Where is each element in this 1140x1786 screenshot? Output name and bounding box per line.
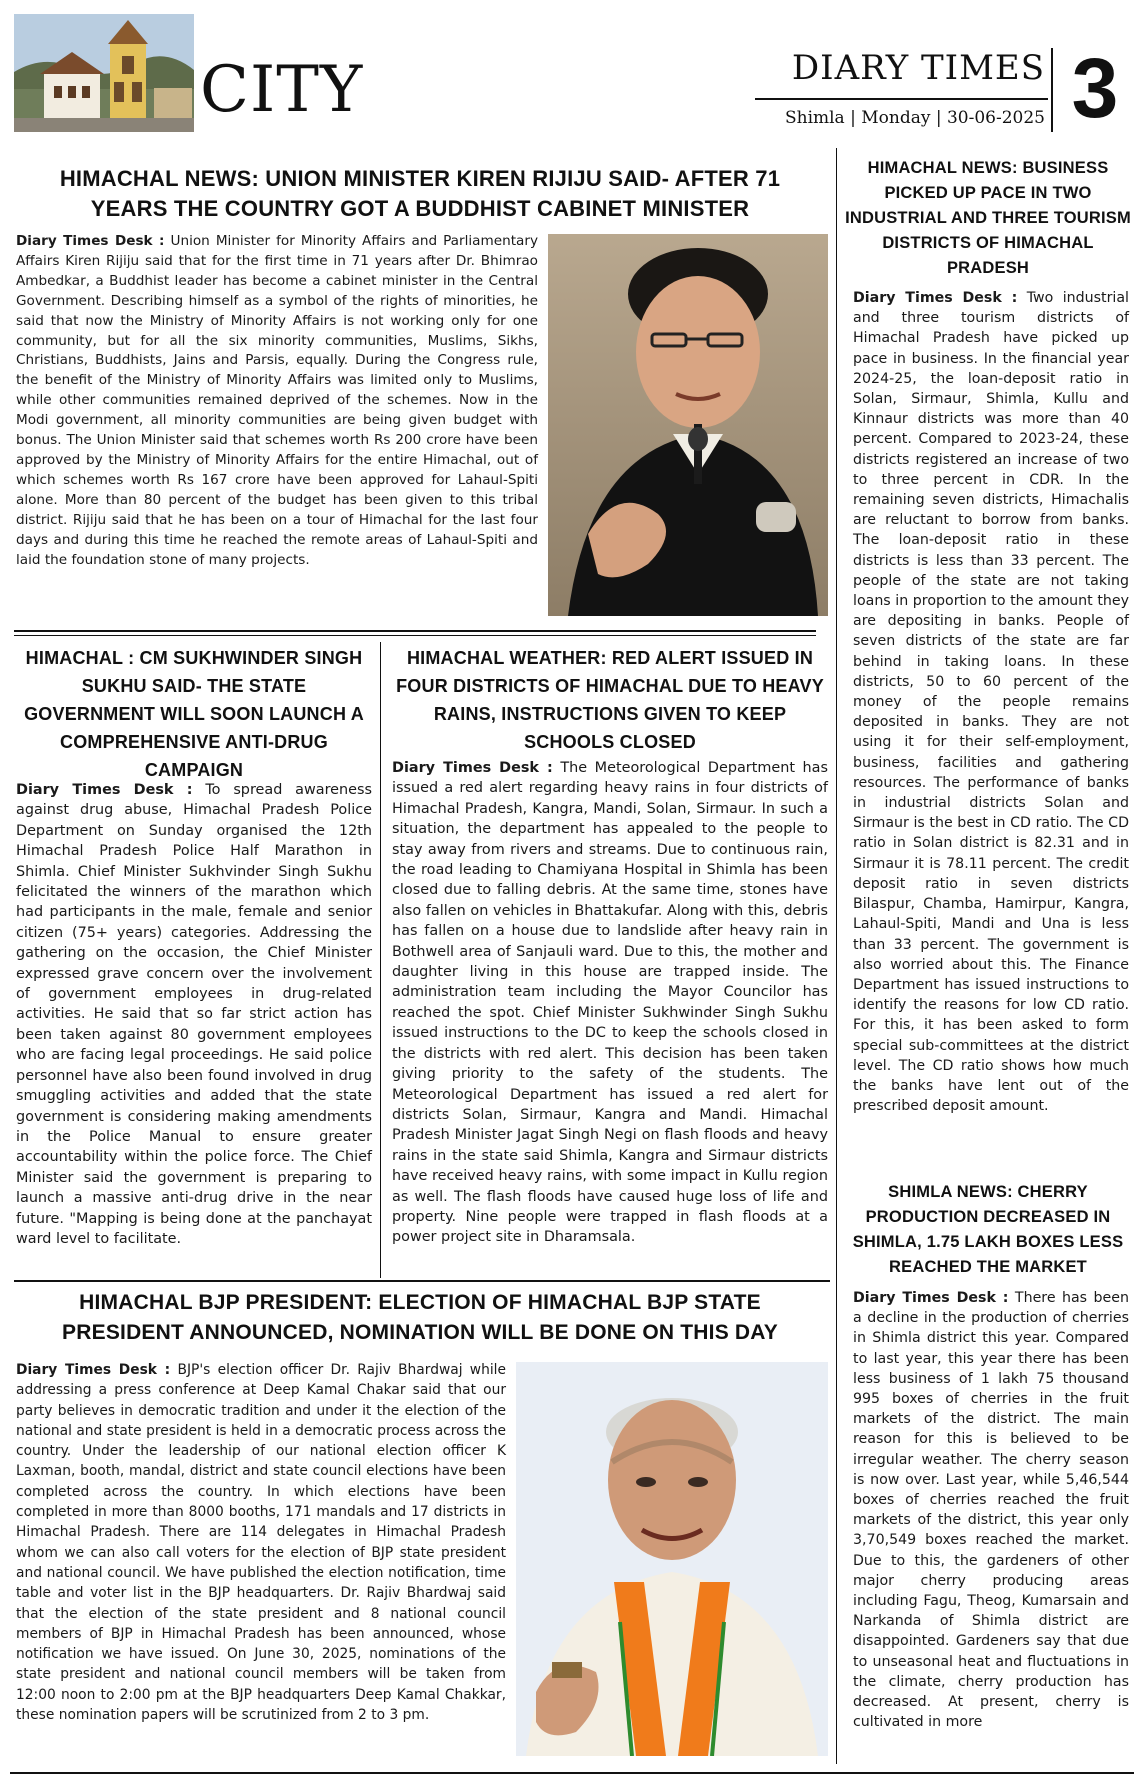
section-title: CITY (200, 53, 364, 127)
business-text: Two industrial and three tourism districts of Himachal Pradesh have picked up pace in business. In the financial year 2024-25, the loan-deposit ratio in Solan, Sirmaur, Shimla, Kullu and Kinnaur districts was more than 40 percent. Compared to 2023-24, these districts registered an increase of two to three percent in CDR. In the remaining seven districts, Himachalis are reluctant to borrow from banks. The loan-deposit ratio in these districts is less than 33 percent. The people of the state are not taking loans in proportion to the amount they are depositing in banks. People of seven districts of the state are far behind in taking loans. In these districts, 50 to 60 percent of the money of the people remains deposited in banks. They are not using it for their self-employment, business, facilities and gathering resources. The performance of banks in industrial districts Solan and Sirmaur is the best in CD ratio. The CD ratio in Solan district is 82.31 and in Sirmaur it is 78.11 percent. The credit deposit ratio in seven districts Bilaspur, Chamba, Hamirpur, Kangra, Lahaul-Spiti, Mandi and Una is less than 33 percent. The government is also worried about this. The Finance Department has issued instructions to identify the reasons for low CD ratio. For this, it has been asked to form special sub-committees at the district level. The CD ratio shows how much the banks have lent out of the prescribed deposit amount. (853, 290, 1129, 1115)
sukhu-text: To spread awareness against drug abuse, Himachal Pradesh Police Department on Sunday organised the 12th Himachal Pradesh Police Half Marathon in Shimla. Chief Minister Sukhvinder Singh Sukhu felicitated the winners of the marathon which had participants in the male, female and senior citizen (75+ years) categories. Addressing the gathering on the occasion, the Chief Minister expressed grave concern over the involvement of government employees in drug-related activities. He said that so far strict action has been taken against 80 government employees who are facing legal proceedings. He said police personnel have also been found involved in drug smuggling activities and added that the state government is considering making amendments in the Police Manual to ensure greater accountability within the police force. The Chief Minister said the government is preparing to launch a massive anti-drug drive in the near future. "Mapping is being done at the panchayat ward level to facilitate. (16, 782, 373, 1247)
weather-text: The Meteorological Department has issued a red alert regarding heavy rains in four districts of Himachal Pradesh, Kangra, Mandi, Solan, Sirmaur. In such a situation, the department has appealed to the people to stay away from rivers and streams. Due to continuous rain, the road leading to Chamiyana Hospital in Shimla has been closed due to falling debris. At the same time, stones have also fallen on vehicles in Bhattakufar. Along with this, debris has fallen on a house due to landslide after heavy rain in Bothwell area of Sanjauli ward. Due to this, the mother and daughter living in this house are trapped inside. The administration team including the Mayor Councilor has reached the spot. Chief Minister Sukhwinder Singh Sukhu issued instructions to the DC to keep the schools closed in the districts with red alert. This decision has been taken giving priority to the safety of the students. The Meteorological Department has issued a red alert for districts Solan, Sirmaur, Kangra and Mandi. Himachal Pradesh Minister Jagat Singh Negi on flash floods and heavy rains in the state said Shimla, Kangra and Sirmaur districts have received heavy rains, with some impact in Kullu region as well. The flash floods have caused huge loss of life and property. Nine people were trapped in flash floods at a power project site in Dharamsala. (392, 760, 828, 1246)
masthead-divider (1051, 48, 1053, 132)
page-bottom-rule (10, 1772, 1134, 1774)
dateline: Shimla | Monday | 30-06-2025 (784, 108, 1045, 128)
rule-before-bjp (14, 1280, 830, 1282)
business-headline: HIMACHAL NEWS: BUSINESS PICKED UP PACE IN TWO INDUSTRIAL AND THREE TOURISM DISTRICTS OF HIMACHAL PRADESH (845, 159, 1131, 277)
bjp-text: BJP's election officer Dr. Rajiv Bhardwaj while addressing a press conference at Deep Kamal Chakar said that our party believes in democratic tradition and under it the election of the national and state president is held in a democratic process across the country. Under the leadership of our national election officer K Laxman, booth, mandal, district and state council elections have been completed across the country. In which elections have been completed in more than 8000 booths, 171 mandals and 17 districts in Himachal Pradesh. There are 114 delegates in Himachal Pradesh whom we can also call voters for the election of BJP state president and national council. We have published the election notification, time table and voter list in the BJP headquarters. Dr. Rajiv Bhardwaj said that the election of the state president and 8 national council members of BJP in Himachal Pradesh has been announced, whose notification we have issued. On June 30, 2025, nominations of the state president and national council members will be taken from 12:00 noon to 2:00 pm at the BJP headquarters Deep Kamal Chakkar, these nomination papers will be scrutinized from 2 to 3 pm. (16, 1362, 506, 1724)
masthead-photo (14, 14, 194, 132)
sukhu-body (16, 780, 372, 1249)
cherry-body (853, 1288, 1129, 1732)
column-divider-middle (380, 642, 381, 1278)
cherry-desk: Diary Times Desk : (853, 1290, 1009, 1306)
rijiju-body (16, 232, 538, 570)
masthead-underline (755, 98, 1048, 100)
rule-after-rijiju-1 (14, 630, 816, 632)
cherry-text: There has been a decline in the production of cherries in Shimla district this year. Compared to last year, this year there has been less business of 1 lakh 75 thousand 995 boxes of cherries in the fruit markets of the district. The main reason for this is believed to be irregular weather. The cherry season is now over. Last year, while 5,46,544 boxes of cherries reached the fruit markets of the district, this year only 3,70,549 boxes reached the market. Due to this, the gardeners of other major cherry producing areas including Fagu, Theog, Kumarsain and Narkanda of Shimla district are disappointed. Gardeners say that due to unseasonal heat and fluctuations in the climate, cherry production has decreased. At present, cherry is cultivated in more (853, 1290, 1129, 1731)
rule-after-rijiju-2 (14, 635, 816, 636)
rijiju-headline: HIMACHAL NEWS: UNION MINISTER KIREN RIJIJU SAID- AFTER 71 YEARS THE COUNTRY GOT A BUDDHIST CABINET MINISTER (59, 166, 781, 221)
weather-body (392, 758, 828, 1248)
bjp-body (16, 1360, 506, 1725)
weather-desk: Diary Times Desk : (392, 760, 553, 776)
sukhu-desk: Diary Times Desk : (16, 782, 193, 798)
business-body (853, 288, 1129, 1116)
bjp-headline: HIMACHAL BJP PRESIDENT: ELECTION OF HIMACHAL BJP STATE PRESIDENT ANNOUNCED, NOMINATION WILL BE DONE ON THIS DAY (62, 1291, 778, 1344)
page-number: 3 (1071, 41, 1119, 135)
sukhu-headline: HIMACHAL : CM SUKHWINDER SINGH SUKHU SAID- THE STATE GOVERNMENT WILL SOON LAUNCH A COMPREHENSIVE ANTI-DRUG CAMPAIGN (24, 648, 364, 780)
rijiju-desk: Diary Times Desk : (16, 233, 165, 249)
bjp-photo (516, 1362, 828, 1756)
business-desk: Diary Times Desk : (853, 290, 1018, 306)
column-divider-right (836, 148, 837, 1764)
cherry-headline: SHIMLA NEWS: CHERRY PRODUCTION DECREASED IN SHIMLA, 1.75 LAKH BOXES LESS REACHED THE MARKET (852, 1183, 1124, 1276)
rijiju-text: Union Minister for Minority Affairs and Parliamentary Affairs Kiren Rijiju said that for the first time in 71 years after Dr. Bhimrao Ambedkar, a Buddhist leader has become a cabinet minister in the Central Government. Describing himself as a symbol of the rights of minorities, he said that now the Ministry of Minority Affairs is not working only for one community, but for all the six minority communities, Muslims, Sikhs, Christians, Buddhists, Jains and Parsis, equally. During the Congress rule, the benefit of the Ministry of Minority Affairs was limited only to Muslims, while other communities remained deprived of the schemes. Now in the Modi government, all minority communities are being given budget with bonus. The Union Minister said that schemes worth Rs 200 crore have been approved by the Ministry of Minority Affairs for the entire Himachal, out of which schemes worth Rs 167 crore have been approved for Lahaul-Spiti alone. More than 80 percent of the budget has been given to this tribal district. Rijiju said that he has been on a tour of Himachal for the last four days and during this time he reached the remote areas of Lahaul-Spiti and laid the foundation stone of many projects. (16, 233, 538, 568)
rijiju-photo (548, 234, 828, 616)
bjp-desk: Diary Times Desk : (16, 1362, 171, 1378)
paper-name: DIARY TIMES (791, 48, 1045, 88)
weather-headline: HIMACHAL WEATHER: RED ALERT ISSUED IN FOUR DISTRICTS OF HIMACHAL DUE TO HEAVY RAINS, INSTRUCTIONS GIVEN TO KEEP SCHOOLS CLOSED (396, 648, 824, 752)
